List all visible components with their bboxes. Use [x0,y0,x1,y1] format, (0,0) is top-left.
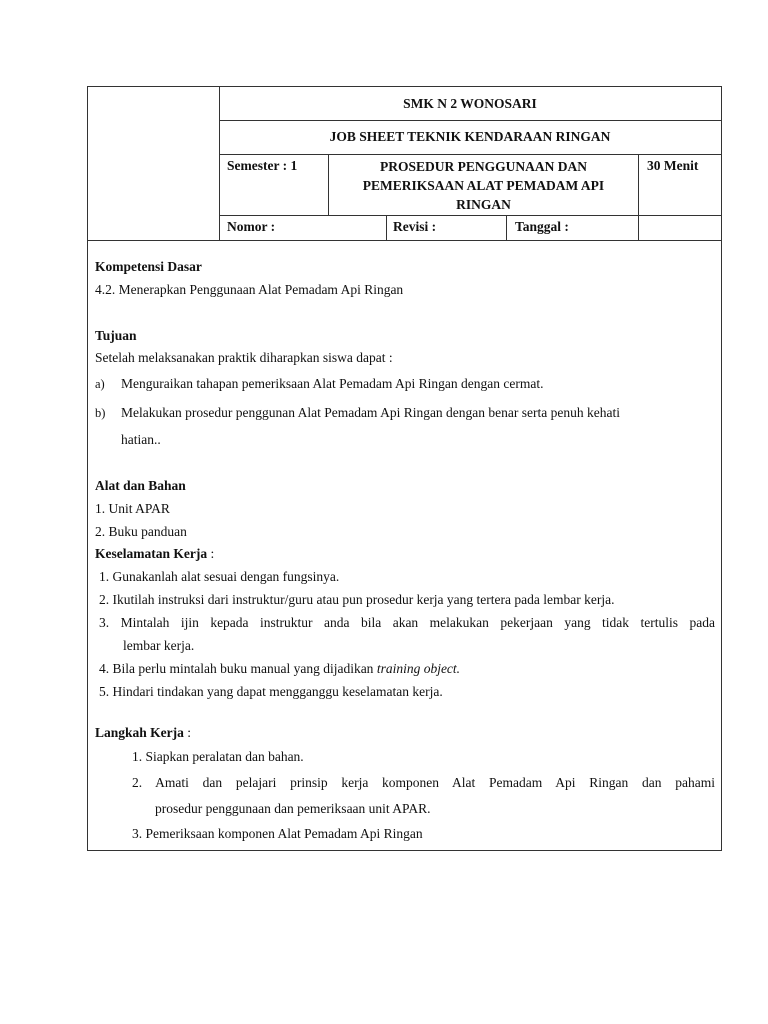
kompetensi-text: 4.2. Menerapkan Penggunaan Alat Pemadam Api Ringan [95,282,404,297]
langkah-item-2-cont: prosedur penggunaan dan pemeriksaan unit APAR. [155,801,431,816]
keselamatan-item-4-emphasis: training object. [376,661,461,676]
langkah-colon: : [183,725,192,740]
keselamatan-heading-line [95,546,214,562]
alat-item-2: 2. Buku panduan [95,524,187,539]
duration: 30 Menit [639,155,721,216]
keselamatan-item-1: 1. Gunakanlah alat sesuai dengan fungsinya. [99,569,340,584]
tujuan-item-a-text: Menguraikan tahapan pemeriksaan Alat Pemadam Api Ringan dengan cermat. [121,376,544,391]
tujuan-item-b-cont: hatian.. [121,432,161,447]
header-table [88,87,721,241]
tujuan-intro: Setelah melaksanakan praktik diharapkan siswa dapat : [95,350,393,365]
tujuan-heading: Tujuan [95,328,137,343]
langkah-heading-line [95,725,191,741]
alat-item-1: 1. Unit APAR [95,501,170,516]
keselamatan-heading: Keselamatan Kerja [95,546,208,561]
job-sheet-title: JOB SHEET TEKNIK KENDARAAN RINGAN [219,121,721,155]
alat-heading: Alat dan Bahan [95,478,186,493]
langkah-item-1: 1. Siapkan peralatan dan bahan. [132,749,304,764]
langkah-heading: Langkah Kerja [95,725,184,740]
keselamatan-item-2: 2. Ikutilah instruksi dari instruktur/guru atau pun prosedur kerja yang tertera pada lembar kerja. [99,592,615,607]
revisi-label: Revisi : [387,216,507,240]
procedure-title-line2: PEMERIKSAAN ALAT PEMADAM API [362,178,605,193]
job-sheet [87,86,722,851]
nomor-label: Nomor : [219,216,387,240]
semester: Semester : 1 [219,155,329,216]
keselamatan-item-4 [99,661,460,677]
procedure-title-line1: PROSEDUR PENGGUNAAN DAN [379,159,587,174]
keselamatan-item-3: 3. Mintalah ijin kepada instruktur anda bila akan melakukan pekerjaan yang tidak tertulis pada [99,615,715,630]
keselamatan-item-4-text: 4. Bila perlu mintalah buku manual yang dijadikan [99,661,377,676]
tujuan-item-a [95,376,544,392]
kompetensi-heading: Kompetensi Dasar [95,259,202,274]
procedure-title-line3: RINGAN [456,197,511,212]
keselamatan-item-3-cont: lembar kerja. [123,638,195,653]
school-name: SMK N 2 WONOSARI [219,87,721,121]
langkah-item-2: 2. Amati dan pelajari prinsip kerja komponen Alat Pemadam Api Ringan dan pahami [132,775,715,790]
tujuan-item-b-text: Melakukan prosedur penggunan Alat Pemadam Api Ringan dengan benar serta penuh kehati [121,405,620,420]
blank-cell [639,216,721,240]
logo-cell [88,87,220,240]
langkah-item-3: 3. Pemeriksaan komponen Alat Pemadam Api Ringan [132,826,423,841]
tujuan-item-a-marker: a) [95,377,105,391]
keselamatan-item-5: 5. Hindari tindakan yang dapat mengganggu keselamatan kerja. [99,684,443,699]
tanggal-label: Tanggal : [507,216,639,240]
tujuan-item-b-marker: b) [95,406,106,420]
tujuan-item-b [95,405,620,421]
procedure-title [329,155,639,216]
keselamatan-colon: : [207,546,215,561]
